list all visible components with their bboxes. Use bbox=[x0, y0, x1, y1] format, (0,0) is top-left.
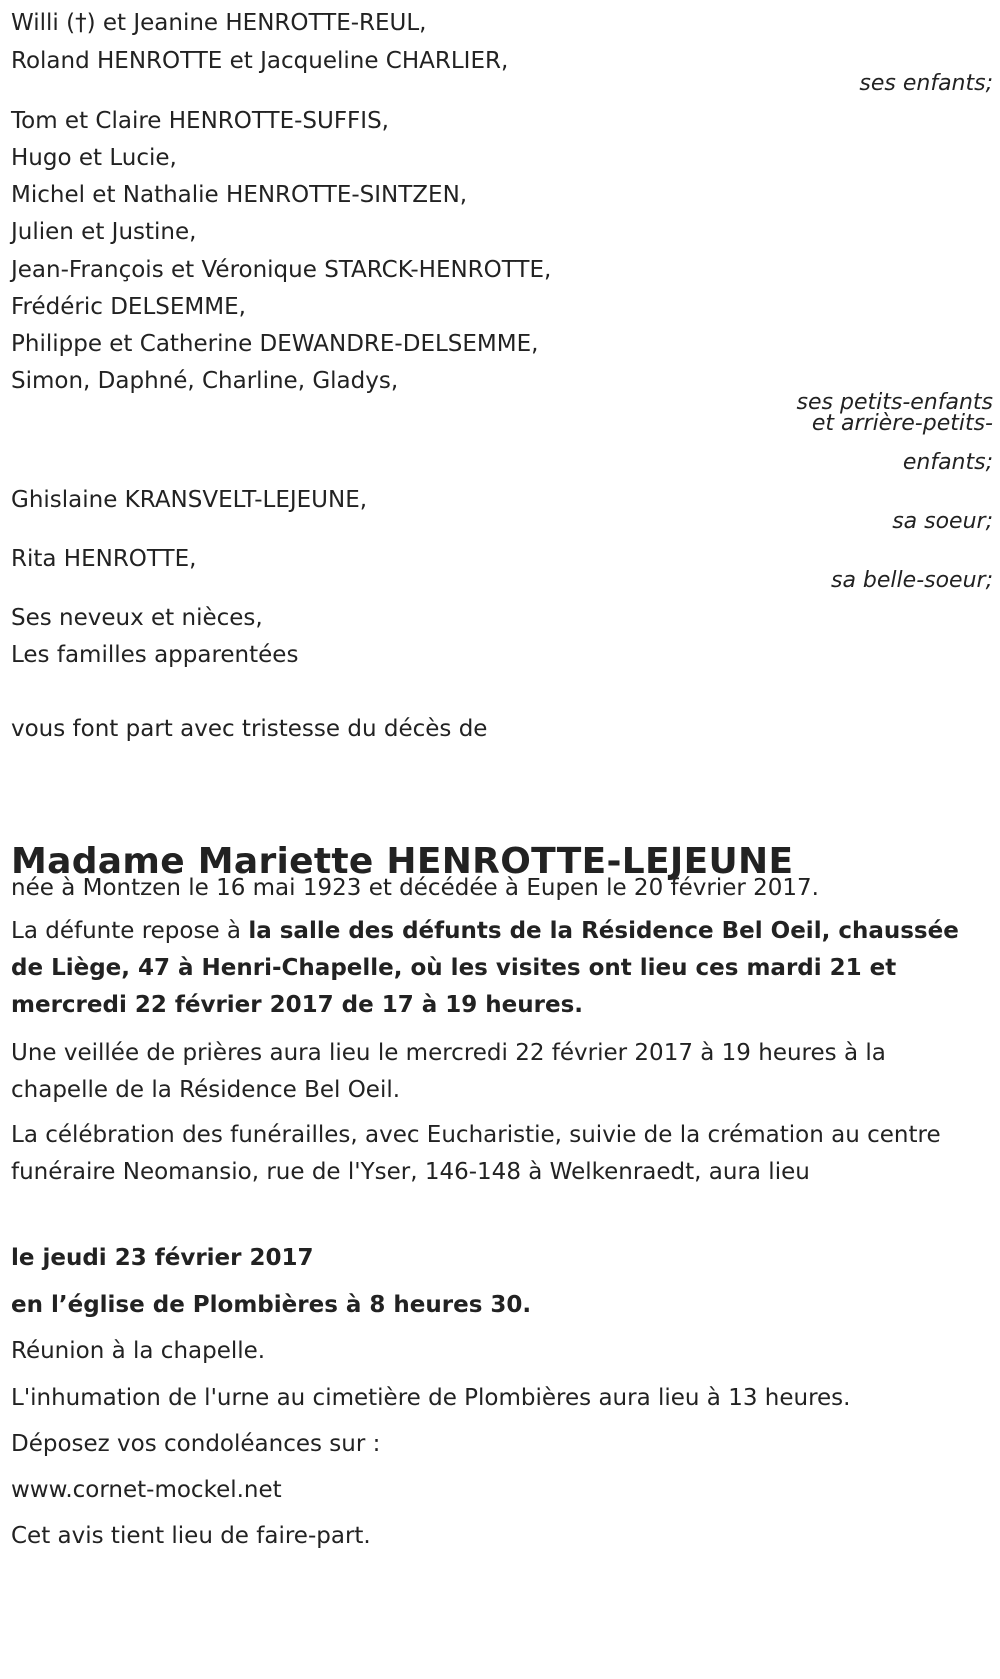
family-line-sister-in-law: Rita HENROTTE, bbox=[11, 546, 197, 572]
family-line-grandchildren-5: Jean-François et Véronique STARCK-HENROTTE, bbox=[11, 257, 552, 283]
family-line-children-2: Roland HENROTTE et Jacqueline CHARLIER, bbox=[11, 48, 509, 74]
family-line-others-1: Ses neveux et nièces, bbox=[11, 605, 263, 631]
role-grandchildren-3: enfants; bbox=[902, 450, 993, 475]
role-sister: sa soeur; bbox=[892, 509, 993, 534]
website-link[interactable]: www.cornet-mockel.net bbox=[11, 1477, 282, 1503]
meeting-note: Réunion à la chapelle. bbox=[11, 1338, 266, 1364]
burial-note: L'inhumation de l'urne au cimetière de Plombières aura lieu à 13 heures. bbox=[11, 1385, 851, 1411]
family-line-others-2: Les familles apparentées bbox=[11, 642, 299, 668]
family-line-children-1: Willi (†) et Jeanine HENROTTE-REUL, bbox=[11, 10, 427, 36]
role-grandchildren-1: ses petits-enfants bbox=[796, 390, 993, 415]
announcement: vous font part avec tristesse du décès de bbox=[11, 716, 488, 742]
condolences-note: Déposez vos condoléances sur : bbox=[11, 1431, 381, 1457]
family-line-grandchildren-2: Hugo et Lucie, bbox=[11, 145, 177, 171]
repose-intro: La défunte repose à bbox=[11, 918, 249, 944]
family-line-grandchildren-4: Julien et Justine, bbox=[11, 219, 197, 245]
repose-location: la salle des défunts de la Résidence Bel Oeil, chaussée de Liège, 47 à Henri-Chapelle, où les visites ont lieu ces mardi 21 et mercredi 22 février 2017 de 17 à 19 heures. bbox=[11, 918, 959, 1018]
family-line-grandchildren-6: Frédéric DELSEMME, bbox=[11, 294, 246, 320]
family-line-grandchildren-7: Philippe et Catherine DEWANDRE-DELSEMME, bbox=[11, 331, 539, 357]
family-line-grandchildren-3: Michel et Nathalie HENROTTE-SINTZEN, bbox=[11, 182, 468, 208]
family-line-grandchildren-1: Tom et Claire HENROTTE-SUFFIS, bbox=[11, 108, 389, 134]
funeral-date: le jeudi 23 février 2017 bbox=[11, 1245, 314, 1271]
closing-note: Cet avis tient lieu de faire-part. bbox=[11, 1523, 371, 1549]
role-grandchildren-2: et arrière-petits- bbox=[811, 411, 993, 436]
vigil-paragraph: Une veillée de prières aura lieu le mercredi 22 février 2017 à 19 heures à la chapelle de la Résidence Bel Oeil. bbox=[11, 1040, 886, 1103]
birth-death: née à Montzen le 16 mai 1923 et décédée à Eupen le 20 février 2017. bbox=[11, 875, 819, 901]
repose-paragraph bbox=[11, 913, 986, 1024]
deceased-name: Madame Mariette HENROTTE-LEJEUNE bbox=[11, 841, 794, 882]
role-children: ses enfants; bbox=[859, 71, 993, 96]
role-sister-in-law: sa belle-soeur; bbox=[831, 568, 993, 593]
family-line-sister: Ghislaine KRANSVELT-LEJEUNE, bbox=[11, 487, 368, 513]
funeral-paragraph: La célébration des funérailles, avec Eucharistie, suivie de la crémation au centre funéraire Neomansio, rue de l'Yser, 146-148 à Welkenraedt, aura lieu bbox=[11, 1122, 941, 1185]
family-line-grandchildren-8: Simon, Daphné, Charline, Gladys, bbox=[11, 368, 399, 394]
funeral-place: en l’église de Plombières à 8 heures 30. bbox=[11, 1292, 532, 1318]
